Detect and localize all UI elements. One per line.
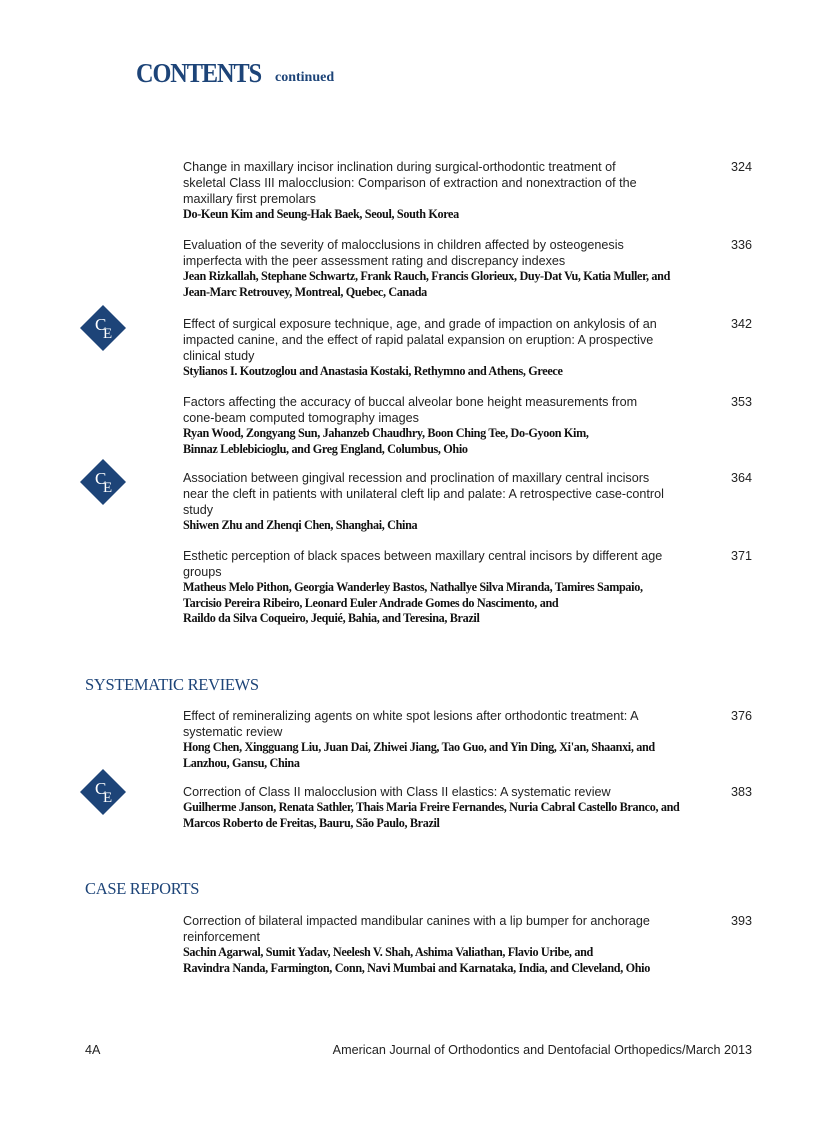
entry-title-line: Correction of Class II malocclusion with Class II elastics: A systematic review [183,785,611,799]
entry-title-line: near the cleft in patients with unilateral cleft lip and palate: A retrospective case-control [183,487,664,501]
entry-page-number: 353 [730,395,752,409]
entry-page-number: 342 [730,317,752,331]
entry-title-line: Correction of bilateral impacted mandibular canines with a lip bumper for anchorage [183,914,650,928]
entry-authors-line: Shiwen Zhu and Zhenqi Chen, Shanghai, China [183,518,418,532]
ce-letter-e: E [103,790,113,806]
entry-title-line: Esthetic perception of black spaces between maxillary central incisors by different age [183,549,663,563]
toc-entry[interactable] [183,316,763,380]
entry-title-line: skeletal Class III malocclusion: Comparison of extraction and nonextraction of the [183,176,637,190]
toc-entry[interactable] [183,708,763,771]
entry-title-line: Association between gingival recession and proclination of maxillary central incisors [183,471,650,485]
entry-page-number: 336 [730,238,752,252]
ce-credit-icon [80,305,116,341]
entry-title-line: systematic review [183,725,283,739]
ce-letter-c: C [95,779,107,798]
toc-entry[interactable] [183,237,763,300]
entry-page-number: 393 [730,914,752,928]
entry-page-number: 324 [730,160,752,174]
toc-entry[interactable] [183,784,763,831]
entry-title-line: groups [183,565,222,579]
entry-title-line: clinical study [183,349,255,363]
footer-page-label: 4A [85,1043,101,1057]
entry-authors-line: Raildo da Silva Coqueiro, Jequié, Bahia, and Teresina, Brazil [183,611,480,625]
entry-title-line: imperfecta with the peer assessment rating and discrepancy indexes [183,254,566,268]
entry-title-line: Effect of surgical exposure technique, age, and grade of impaction on ankylosis of an [183,317,657,331]
entry-authors-line: Tarcisio Pereira Ribeiro, Leonard Euler Andrade Gomes do Nascimento, and [183,595,559,610]
footer-journal: American Journal of Orthodontics and Dentofacial Orthopedics/March 2013 [332,1043,752,1057]
entry-title-line: Change in maxillary incisor inclination during surgical-orthodontic treatment of [183,160,616,174]
ce-letter-c: C [95,469,107,488]
entry-page-number: 376 [730,709,752,723]
entry-title-line: cone-beam computed tomography images [183,411,419,425]
entry-page-number: 364 [730,471,752,485]
entry-authors-line: Binnaz Leblebicioglu, and Greg England, Columbus, Ohio [183,441,468,456]
entry-authors-line: Guilherme Janson, Renata Sathler, Thais Maria Freire Fernandes, Nuria Cabral Castello Branco, and [183,800,680,814]
entry-authors-line: Do-Keun Kim and Seung-Hak Baek, Seoul, South Korea [183,207,459,221]
entry-page-number: 383 [730,785,752,799]
entry-authors-line: Stylianos I. Koutzoglou and Anastasia Kostaki, Rethymno and Athens, Greece [183,364,563,378]
entry-title-line: impacted canine, and the effect of rapid palatal expansion on eruption: A prospective [183,333,654,347]
entry-authors-line: Sachin Agarwal, Sumit Yadav, Neelesh V. Shah, Ashima Valiathan, Flavio Uribe, and [183,945,593,959]
section-heading-case-reports: CASE REPORTS [85,879,200,898]
toc-entry[interactable] [183,394,763,457]
entry-authors-line: Jean-Marc Retrouvey, Montreal, Quebec, Canada [183,284,427,299]
page-title: CONTENTS [136,58,262,88]
entry-authors-line: Ravindra Nanda, Farmington, Conn, Navi Mumbai and Karnataka, India, and Cleveland, Ohio [183,960,650,975]
ce-letter-e: E [103,326,113,342]
ce-credit-icon [80,769,116,805]
entry-authors-line: Ryan Wood, Zongyang Sun, Jahanzeb Chaudhry, Boon Ching Tee, Do-Gyoon Kim, [183,426,589,440]
entry-authors-line: Hong Chen, Xingguang Liu, Juan Dai, Zhiwei Jiang, Tao Guo, and Yin Ding, Xi'an, Shaanxi, and [183,740,655,754]
page-subtitle: continued [275,70,335,85]
entry-title-line: reinforcement [183,930,260,944]
entry-title-line: Factors affecting the accuracy of buccal alveolar bone height measurements from [183,395,638,409]
entry-title-line: study [183,503,214,517]
entry-authors-line: Lanzhou, Gansu, China [183,755,300,770]
toc-entry[interactable] [183,159,763,223]
section-heading-systematic-reviews: SYSTEMATIC REVIEWS [85,675,259,694]
entry-title-line: maxillary first premolars [183,192,316,206]
entry-authors-line: Matheus Melo Pithon, Georgia Wanderley Bastos, Nathallye Silva Miranda, Tamires Sampaio, [183,580,643,594]
toc-entry[interactable] [183,548,763,627]
ce-credit-icon [80,459,116,495]
entry-authors-line: Marcos Roberto de Freitas, Bauru, São Paulo, Brazil [183,815,440,830]
entry-title-line: Effect of remineralizing agents on white spot lesions after orthodontic treatment: A [183,709,639,723]
ce-letter-c: C [95,315,107,334]
toc-entry[interactable] [183,913,763,976]
ce-letter-e: E [103,480,113,496]
entry-title-line: Evaluation of the severity of malocclusions in children affected by osteogenesis [183,238,624,252]
toc-entry[interactable] [183,470,763,534]
entry-authors-line: Jean Rizkallah, Stephane Schwartz, Frank Rauch, Francis Glorieux, Duy-Dat Vu, Katia Muller, and [183,269,671,283]
entry-page-number: 371 [730,549,752,563]
